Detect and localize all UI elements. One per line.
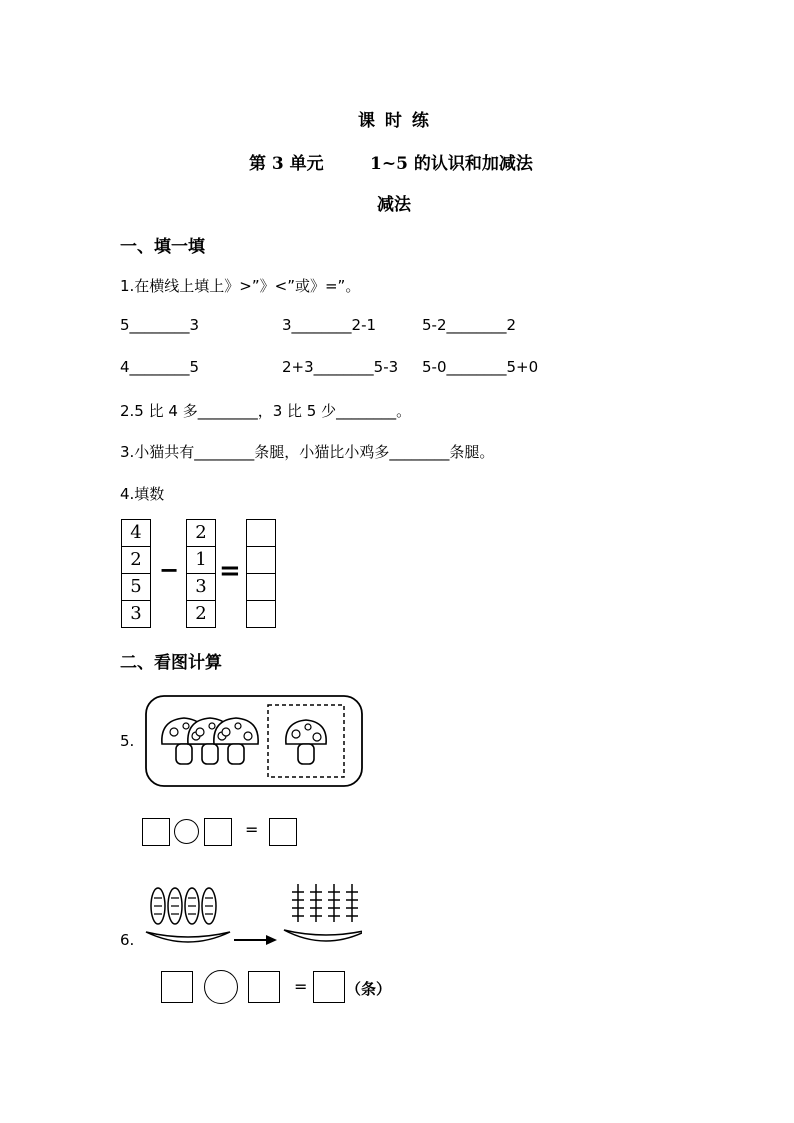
q4-label: 4.填数	[120, 485, 165, 503]
q1-item: 5-2________2	[422, 316, 517, 334]
q6-operator-circle[interactable]	[204, 970, 238, 1004]
q6-label: 6.	[120, 931, 135, 949]
q1-item: 3________2-1	[282, 316, 377, 334]
page-title: 课 时 练	[358, 111, 431, 131]
q6-answer-box[interactable]	[161, 971, 193, 1003]
q4-right-cell: 2	[195, 603, 207, 624]
lesson-title: 减法	[377, 195, 411, 215]
q4-left-cell: 4	[122, 520, 150, 547]
section-heading-fill: 一、填一填	[120, 237, 205, 257]
q6-unit-label: （条）	[346, 980, 392, 998]
q1-item: 5-0________5+0	[422, 358, 539, 376]
q5-result-box[interactable]	[269, 818, 297, 846]
q4-answer-cell[interactable]	[247, 601, 275, 627]
q4-right-cell: 2	[187, 520, 215, 547]
q4-left-cell: 2	[122, 547, 150, 574]
q1-item: 5________3	[120, 316, 200, 334]
q3-text: 3.小猫共有________条腿，小猫比小鸡多________条腿。	[120, 443, 495, 461]
q4-right-cell: 1	[187, 547, 215, 574]
q4-answer-column[interactable]	[246, 519, 276, 628]
q6-answer-box[interactable]	[248, 971, 280, 1003]
fish-plates-illustration	[142, 876, 362, 956]
q4-left-cell: 5	[122, 574, 150, 601]
q5-label: 5.	[120, 732, 135, 750]
q4-left-cell: 3	[130, 603, 142, 624]
q4-right-cell: 3	[187, 574, 215, 601]
q5-equals-sign: =	[245, 820, 259, 839]
q6-result-box[interactable]	[313, 971, 345, 1003]
q4-equals-sign: =	[219, 556, 241, 586]
q1-prompt: 1.在横线上填上》>”》<”或》=”。	[120, 277, 361, 295]
q5-answer-box[interactable]	[142, 818, 170, 846]
q4-right-column	[186, 519, 216, 628]
unit-label: 第 3 单元	[249, 154, 324, 174]
q4-answer-cell[interactable]	[247, 574, 275, 601]
q4-answer-cell[interactable]	[247, 547, 275, 574]
section-heading-picture-calc: 二、看图计算	[120, 653, 222, 673]
q6-equals-sign: =	[294, 977, 308, 996]
unit-topic: 1~5 的认识和加减法	[370, 154, 533, 174]
q1-item: 4________5	[120, 358, 200, 376]
q1-item: 2+3________5-3	[282, 358, 399, 376]
q4-answer-cell[interactable]	[247, 520, 275, 547]
q5-answer-box[interactable]	[204, 818, 232, 846]
mushrooms-illustration	[140, 692, 368, 790]
q5-operator-circle[interactable]	[174, 819, 199, 844]
q4-left-column	[121, 519, 151, 628]
q2-text: 2.5 比 4 多________，3 比 5 少________。	[120, 402, 412, 420]
q4-minus-sign: −	[159, 556, 180, 584]
